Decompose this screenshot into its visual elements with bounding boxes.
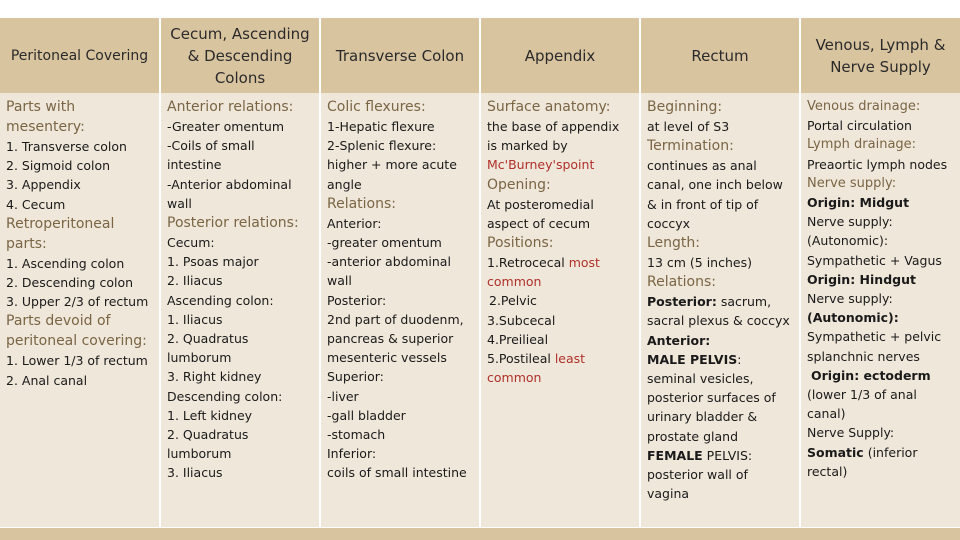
list-item <box>487 349 633 387</box>
label-nerve-supply: Nerve supply: <box>807 175 897 191</box>
list-item: -gall bladder <box>327 407 406 423</box>
text-part: sacrum, sacral plexus & coccyx <box>647 294 790 329</box>
cell-peritoneal-covering <box>0 93 160 527</box>
list-item: 2-Splenic flexure: higher + more acute angle <box>327 138 461 192</box>
list-item: 3.Subcecal <box>487 312 556 328</box>
label-origin-hindgut: Origin: Hindgut <box>807 271 916 287</box>
label-lymph-drainage: Lymph drainage: <box>807 137 917 153</box>
list-item: 2. Quadratus lumborum <box>167 427 253 462</box>
body-row <box>0 93 960 527</box>
list-item <box>487 253 633 291</box>
header-transverse-colon: Transverse Colon <box>320 18 480 93</box>
cell-appendix <box>480 93 640 527</box>
label-male-pelvis: MALE PELVIS <box>647 351 738 367</box>
header-peritoneal-covering: Peritoneal Covering <box>0 18 160 93</box>
text-part: : <box>695 235 701 252</box>
text-most-common: most common <box>487 255 604 290</box>
text-female-pelvis <box>647 446 793 504</box>
list-item: 1. Lower 1/3 of rectum <box>6 353 148 369</box>
subheading-opening: Opening: <box>487 176 551 193</box>
subheading-length <box>647 233 793 253</box>
text-part: : seminal vesicles, posterior surfaces of urinary bladder & prostate gland <box>647 351 780 444</box>
subheading-beginning: Beginning: <box>647 99 723 115</box>
list-item: -stomach <box>327 427 386 443</box>
header-colons: Cecum, Ascending & Descending Colons <box>160 18 320 93</box>
text-sympathetic-pelvic: Sympathetic + pelvic splanchnic nerves <box>807 329 946 364</box>
text-mcburney-point: Mc'Burney'spoint <box>487 157 595 173</box>
text-nerve-supply-autonomic: Nerve supply: (Autonomic): <box>807 214 897 249</box>
list-item: 1. Transverse colon <box>6 139 127 154</box>
list-item: 1. Psoas major <box>167 254 259 270</box>
list-item: 1. Iliacus <box>167 311 223 327</box>
list-item: 2. Sigmoid colon <box>6 158 111 174</box>
text-part: the base of appendix is marked by <box>487 119 624 154</box>
text-part: PELVIS: posterior wall of vagina <box>647 447 757 502</box>
list-item: 1. Ascending colon <box>6 255 125 271</box>
bottom-band <box>0 528 960 540</box>
list-item: 3. Right kidney <box>167 369 262 385</box>
subheading-surface-anatomy: Surface anatomy: <box>487 99 611 115</box>
label-cecum: Cecum: <box>167 235 215 251</box>
text-surface-anatomy <box>487 117 633 175</box>
text-portal-circulation: Portal circulation <box>807 118 912 134</box>
list-item: -Greater omentum <box>167 119 285 134</box>
label-inferior: Inferior: <box>327 446 377 462</box>
list-item: 3. Upper 2/3 of rectum <box>6 294 149 310</box>
list-item: 4.Preilieal <box>487 331 549 347</box>
list-item: 2nd part of duodenm, pancreas & superior mesenteric vessels <box>327 311 468 366</box>
label-superior: Superior: <box>327 369 384 385</box>
list-item: 2. Anal canal <box>6 372 88 388</box>
subheading-mesentery: Parts with mesentery: <box>6 99 85 135</box>
header-venous-lymph-nerve: Venous, Lymph & Nerve Supply <box>800 18 960 93</box>
cell-transverse-colon <box>320 93 480 527</box>
subheading-positions: Positions: <box>487 235 554 252</box>
list-item: 4. Cecum <box>6 196 66 212</box>
text-somatic <box>807 443 954 481</box>
text-part: (inferior rectal) <box>807 444 922 479</box>
text-posterior <box>647 292 793 330</box>
label-descending-colon: Descending colon: <box>167 388 283 404</box>
label-posterior: Posterior: <box>647 294 717 310</box>
text-termination: continues as anal canal, one inch below & in front of tip of coccyx <box>647 158 787 231</box>
list-item: -anterior abdominal wall <box>327 254 455 289</box>
subheading-termination: Termination: <box>647 138 734 155</box>
list-item: 1. Left kidney <box>167 407 253 423</box>
label-autonomic: (Autonomic): <box>807 310 899 326</box>
subheading-relations: Relations: <box>327 195 397 212</box>
text-length: 13 cm (5 inches) <box>647 255 752 271</box>
header-appendix: Appendix <box>480 18 640 93</box>
cell-rectum <box>640 93 800 527</box>
list-item: 1-Hepatic flexure <box>327 119 435 134</box>
label-anterior: Anterior: <box>327 215 382 231</box>
text-male-pelvis <box>647 350 793 446</box>
subheading-devoid: Parts devoid of peritoneal covering: <box>6 313 147 350</box>
subheading-retroperitoneal: Retroperitoneal parts: <box>6 215 119 252</box>
cell-colons <box>160 93 320 527</box>
list-item: -liver <box>327 388 359 404</box>
text-part: Length <box>647 235 696 252</box>
text-least-common: least common <box>487 351 590 386</box>
list-item: 2. Iliacus <box>167 273 223 289</box>
subheading-colic-flexures: Colic flexures: <box>327 99 426 115</box>
cell-venous-lymph-nerve <box>800 93 960 527</box>
label-venous-drainage: Venous drainage: <box>807 99 921 114</box>
text-opening: At posteromedial aspect of cecum <box>487 196 598 231</box>
list-item: 3. Appendix <box>6 177 81 193</box>
list-item: 2. Quadratus lumborum <box>167 331 253 366</box>
text-sympathetic-vagus: Sympathetic + Vagus <box>807 252 942 268</box>
text-part: 5.Postileal <box>487 351 555 367</box>
list-item: coils of small intestine <box>327 465 467 481</box>
subheading-relations: Relations: <box>647 274 717 291</box>
label-posterior: Posterior: <box>327 292 387 308</box>
label-origin-midgut: Origin: Midgut <box>807 195 910 211</box>
list-item: 2. Descending colon <box>6 275 134 291</box>
label-origin-ectoderm: Origin: ectoderm <box>811 367 931 383</box>
comparison-table <box>0 18 960 527</box>
text-nerve-supply-2: Nerve Supply: <box>807 425 895 441</box>
text-lower-anal-canal: (lower 1/3 of anal canal) <box>807 387 921 422</box>
list-item: 3. Iliacus <box>167 465 223 481</box>
text-preaortic-nodes: Preaortic lymph nodes <box>807 156 948 172</box>
subheading-posterior-relations: Posterior relations: <box>167 215 299 232</box>
label-anterior: Anterior: <box>647 332 711 348</box>
list-item: -Coils of small intestine <box>167 138 259 173</box>
label-ascending-colon: Ascending colon: <box>167 292 274 308</box>
list-item: -greater omentum <box>327 235 442 251</box>
text-beginning: at level of S3 <box>647 119 730 134</box>
text-part: 1.Retrocecal <box>487 255 569 271</box>
label-female: FEMALE <box>647 447 703 463</box>
subheading-anterior-relations: Anterior relations: <box>167 99 294 115</box>
list-item: -Anterior abdominal wall <box>167 176 296 211</box>
header-rectum: Rectum <box>640 18 800 93</box>
text-nerve-supply: Nerve supply: <box>807 291 893 307</box>
top-band <box>0 0 960 18</box>
label-somatic: Somatic <box>807 444 864 460</box>
header-row <box>0 18 960 93</box>
list-item: 2.Pelvic <box>489 293 537 309</box>
